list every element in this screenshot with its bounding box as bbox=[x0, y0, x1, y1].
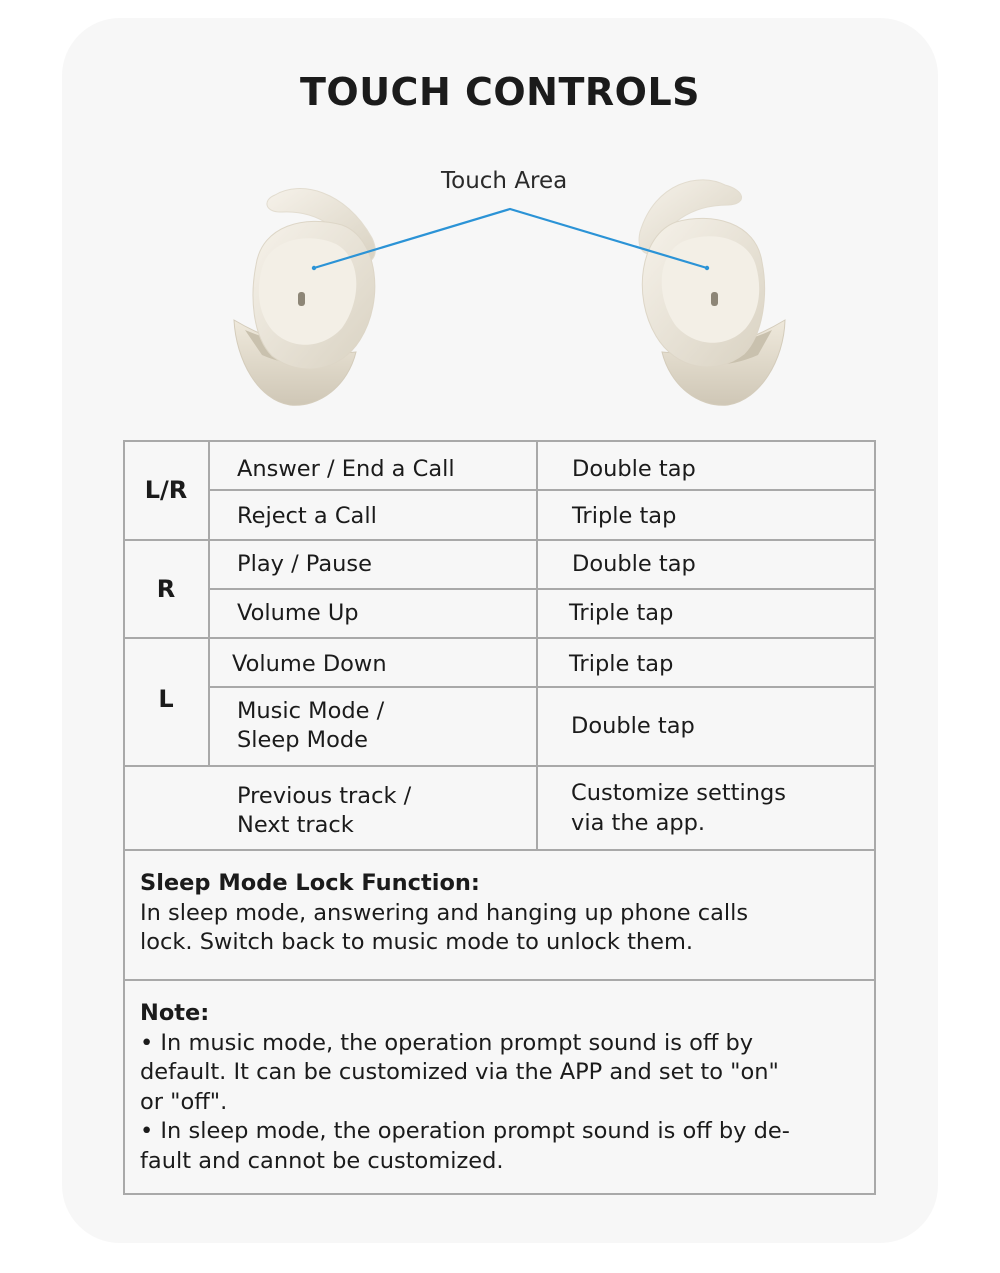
sleep-lock-section bbox=[140, 869, 748, 958]
action-music-sleep-mode-line2: Sleep Mode bbox=[237, 727, 368, 753]
action-play-pause: Play / Pause bbox=[237, 551, 372, 577]
action-volume-down: Volume Down bbox=[232, 651, 387, 677]
gesture-answer-end-call: Double tap bbox=[572, 456, 696, 482]
note-line4: • In sleep mode, the operation prompt sound is off by de- bbox=[140, 1118, 790, 1144]
gesture-volume-up: Triple tap bbox=[569, 600, 674, 626]
action-reject-call: Reject a Call bbox=[237, 503, 377, 529]
note-section bbox=[140, 999, 790, 1176]
note-line5: fault and cannot be customized. bbox=[140, 1147, 504, 1174]
note-line2: default. It can be customized via the APP and set to "on" bbox=[140, 1059, 779, 1085]
note-heading: Note: bbox=[140, 1000, 210, 1026]
gesture-volume-down: Triple tap bbox=[569, 651, 674, 677]
page-title: TOUCH CONTROLS bbox=[299, 70, 701, 114]
touch-area-label: Touch Area bbox=[441, 168, 568, 194]
gesture-track-line1: Customize settings bbox=[571, 780, 786, 806]
action-volume-up: Volume Up bbox=[237, 600, 359, 626]
gesture-music-sleep-mode: Double tap bbox=[571, 713, 695, 739]
note-line1: • In music mode, the operation prompt sound is off by bbox=[140, 1029, 754, 1056]
left-earbud bbox=[234, 189, 375, 406]
gesture-play-pause: Double tap bbox=[572, 551, 696, 577]
action-music-sleep-mode-line1: Music Mode / bbox=[237, 698, 385, 724]
note-line3: or "off". bbox=[140, 1088, 228, 1115]
right-earbud bbox=[639, 180, 785, 405]
sleep-lock-heading: Sleep Mode Lock Function: bbox=[140, 870, 480, 896]
action-answer-end-call: Answer / End a Call bbox=[237, 456, 455, 482]
side-label-r: R bbox=[156, 575, 176, 603]
sleep-lock-line2: lock. Switch back to music mode to unlock them. bbox=[140, 929, 694, 955]
gesture-reject-call: Triple tap bbox=[572, 503, 677, 529]
action-track-line2: Next track bbox=[237, 812, 354, 838]
side-label-lr: L/R bbox=[144, 476, 188, 504]
side-label-l: L bbox=[158, 685, 174, 713]
sleep-lock-line1: In sleep mode, answering and hanging up phone calls bbox=[140, 899, 749, 926]
touch-controls-table bbox=[123, 440, 876, 1195]
action-track-line1: Previous track / bbox=[237, 783, 412, 809]
gesture-track-line2: via the app. bbox=[571, 810, 706, 836]
